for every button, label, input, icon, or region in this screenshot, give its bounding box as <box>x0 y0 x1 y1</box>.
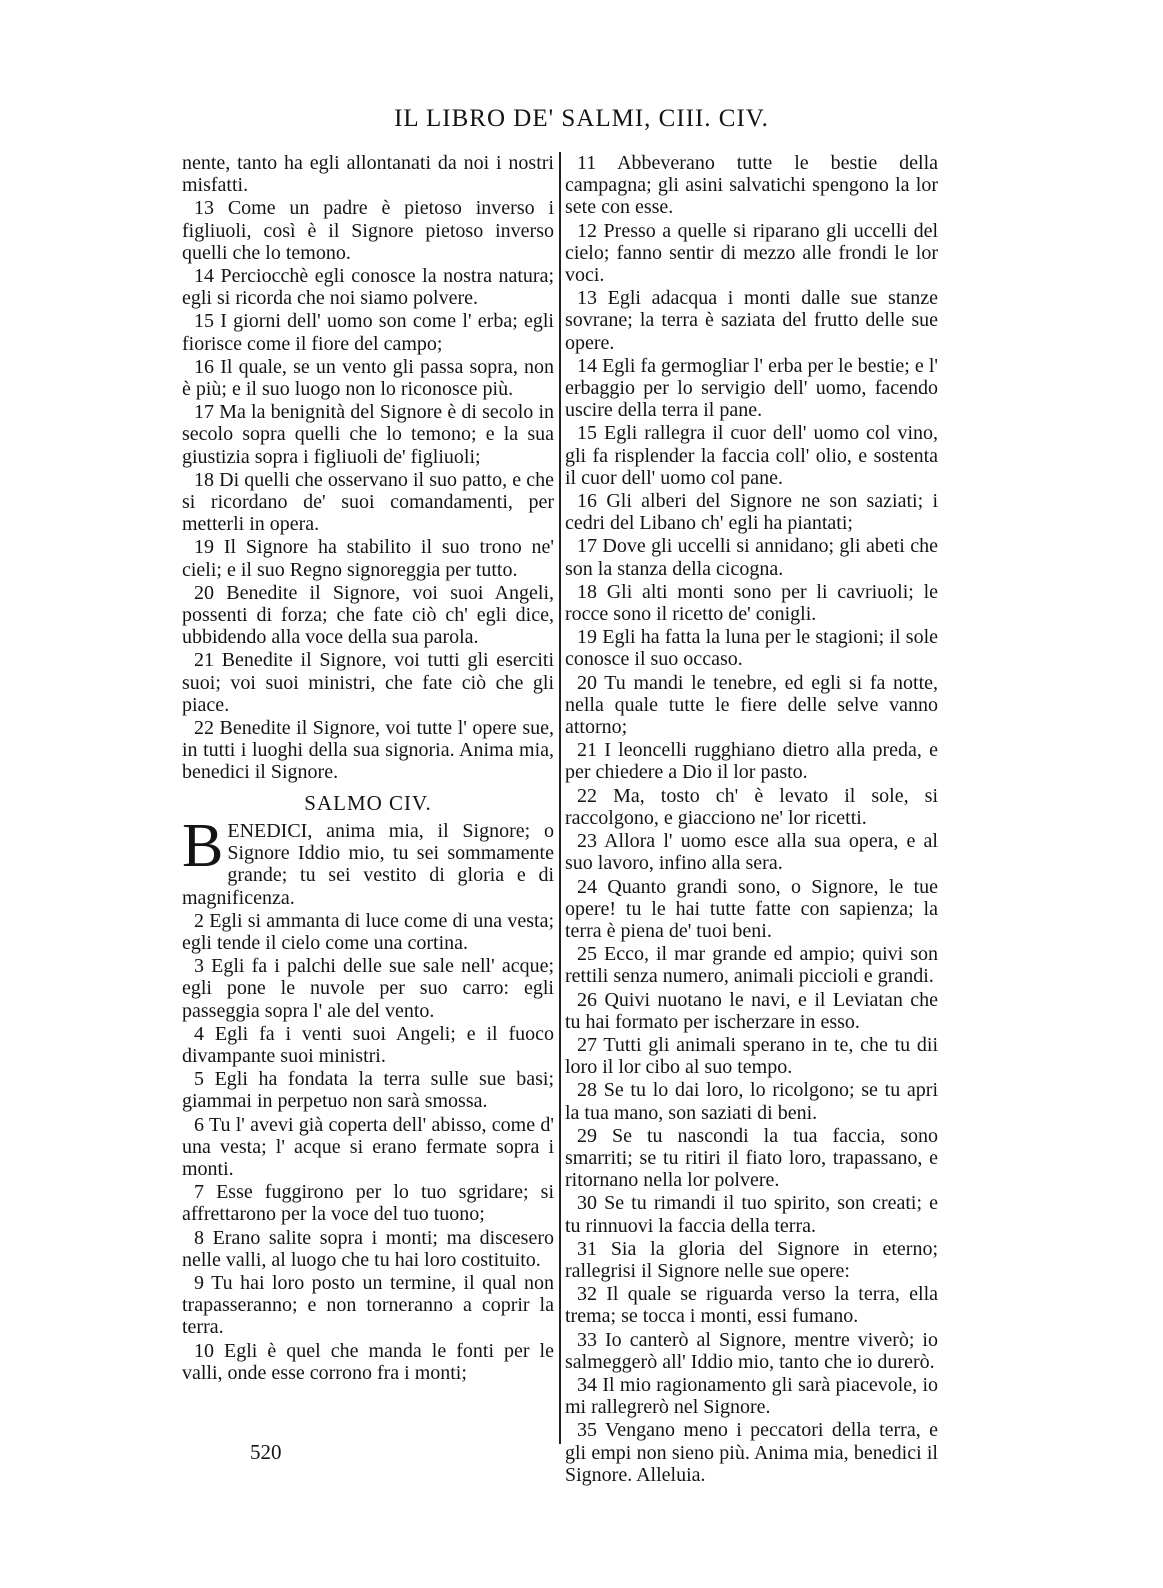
verse-number: 34 <box>577 1373 597 1396</box>
verse-text: Egli fa i venti suoi Angeli; e il fuoco divampante suoi ministri. <box>182 1022 555 1067</box>
verse-text: Di quelli che osservano il suo patto, e che si ricordano de' suoi comandamenti, per metterli in opera. <box>182 468 554 536</box>
verse-paragraph <box>565 1283 938 1327</box>
verse-number: 21 <box>577 739 597 762</box>
verse-text: Quanto grandi sono, o Signore, le tue opere! tu le hai tutte fatte con sapienza; la terra è piena de' tuoi beni. <box>565 875 938 942</box>
verse-paragraph <box>565 1238 938 1282</box>
verse-text: Abbeverano tutte le bestie della campagna; gli asini salvatichi spengono la lor sete con esse. <box>565 152 939 219</box>
verse-number: 19 <box>577 626 597 649</box>
verse-text: Esse fuggirono per lo tuo sgridare; si affrettarono per la voce del tuo tuono; <box>182 1181 555 1226</box>
verse-number: 22 <box>577 784 597 807</box>
verse-number: 28 <box>577 1079 597 1102</box>
verse-number: 11 <box>577 152 597 174</box>
verse-text: Tu hai loro posto un termine, il qual non trapasseranno; e non torneranno a coprir la terra. <box>182 1271 554 1339</box>
column-divider <box>559 152 561 1444</box>
verse-paragraph <box>182 1114 554 1181</box>
verse-number: 16 <box>194 355 214 378</box>
verse-number: 29 <box>577 1124 597 1147</box>
verse-paragraph <box>565 422 938 489</box>
verse-text: Sia la gloria del Signore in eterno; rallegrisi il Signore nelle sue opere: <box>565 1237 939 1282</box>
verse-number: 23 <box>577 830 597 853</box>
verse-paragraph <box>182 1023 554 1067</box>
verse-number: 13 <box>194 197 214 220</box>
verse-text: Il mio ragionamento gli sarà piacevole, io mi rallegrerò nel Signore. <box>565 1373 939 1419</box>
verse-paragraph <box>182 401 554 468</box>
verse-paragraph <box>565 287 938 354</box>
left-bottom-verses <box>182 910 554 1384</box>
verse-paragraph <box>565 1419 938 1486</box>
verse-text: Ma, tosto ch' è levato il sole, si raccolgono, e giacciono ne' lor ricetti. <box>565 784 939 829</box>
verse-number: 10 <box>194 1339 214 1362</box>
verse-paragraph <box>182 1272 554 1339</box>
section-title: SALMO CIV. <box>304 790 432 815</box>
verse-number: 5 <box>194 1068 204 1091</box>
verse-text: Vengano meno i peccatori della terra, e gli empi non sieno più. Anima mia, benedici il Signore. Alleluia. <box>565 1419 938 1486</box>
verse-paragraph <box>182 910 554 954</box>
verse-number: 14 <box>577 354 597 377</box>
verse-text: Il quale se riguarda verso la terra, ella trema; se tocca i monti, essi fumano. <box>565 1283 939 1328</box>
verse-text: Egli si ammanta di luce come di una vesta; egli tende il cielo come una cortina. <box>182 909 555 954</box>
verse-paragraph <box>182 1227 554 1271</box>
verse-number: 20 <box>577 671 597 694</box>
verse-number: 32 <box>577 1283 597 1306</box>
page-title: IL LIBRO DE' SALMI, CIII. CIV. <box>394 105 769 132</box>
verse-number: 31 <box>577 1237 597 1260</box>
verse-number: 17 <box>194 401 214 424</box>
verse-number: 27 <box>577 1033 597 1056</box>
verse-text: Se tu lo dai loro, lo ricolgono; se tu apri la tua mano, son saziati di beni. <box>565 1079 938 1124</box>
verse-number: 21 <box>194 649 214 672</box>
verse-paragraph <box>182 152 554 196</box>
verse-paragraph <box>565 581 938 625</box>
verse-number: 14 <box>194 265 214 288</box>
verse-paragraph <box>182 197 554 264</box>
drop-cap: B <box>182 811 224 880</box>
verse-text: Allora l' uomo esce alla sua opera, e al suo lavoro, infino alla sera. <box>565 830 938 875</box>
opening-paragraph <box>182 811 554 909</box>
verse-paragraph <box>565 1034 938 1078</box>
verse-paragraph <box>565 739 938 783</box>
verse-paragraph <box>182 1068 554 1112</box>
verse-number: 22 <box>194 717 214 740</box>
verse-paragraph <box>182 955 554 1022</box>
left-column <box>182 152 554 1385</box>
verse-text: Tu mandi le tenebre, ed egli si fa notte, nella quale tutte le fiere delle selve vanno attorno; <box>565 671 938 739</box>
verse-paragraph <box>565 1125 938 1192</box>
verse-text: Egli ha fatta la luna per le stagioni; il sole conosce il suo occaso. <box>565 626 939 671</box>
verse-paragraph <box>182 469 554 536</box>
verse-paragraph <box>565 626 938 670</box>
verse-paragraph <box>565 152 938 219</box>
left-top-verses <box>182 152 554 784</box>
verse-number: 35 <box>577 1419 597 1442</box>
verse-number: 6 <box>194 1113 204 1136</box>
verse-paragraph <box>565 1329 938 1373</box>
verse-paragraph <box>565 535 938 579</box>
verse-paragraph <box>565 1079 938 1123</box>
verse-text: Presso a quelle si riparano gli uccelli del cielo; fanno sentir di mezzo alle frondi le lor voci. <box>565 219 938 287</box>
verse-text: Gli alberi del Signore ne son saziati; i cedri del Libano ch' egli ha piantati; <box>565 490 939 535</box>
verse-text: nente, tanto ha egli allontanati da noi i nostri misfatti. <box>182 152 554 197</box>
verse-number: 17 <box>577 535 597 558</box>
verse-text: Egli ha fondata la terra sulle sue basi; giammai in perpetuo non sarà smossa. <box>182 1068 555 1113</box>
verse-number: 4 <box>194 1022 204 1045</box>
verse-text: Il quale, se un vento gli passa sopra, non è più; e il suo luogo non lo riconosce più. <box>182 355 555 401</box>
verse-paragraph <box>182 717 554 784</box>
verse-text: Dove gli uccelli si annidano; gli abeti che son la stanza della cicogna. <box>565 535 938 580</box>
opening-text: ENEDICI, anima mia, il Signore; o Signore Iddio mio, tu sei sommamente grande; tu sei vestito di gloria e di magnificenza. <box>182 819 554 909</box>
verse-number: 26 <box>577 988 597 1011</box>
verse-paragraph <box>565 830 938 874</box>
verse-number: 20 <box>194 581 214 604</box>
verse-paragraph <box>182 1181 554 1225</box>
verse-text: I giorni dell' uomo son come l' erba; egli fiorisce come il fiore del campo; <box>182 310 554 355</box>
verse-number: 2 <box>194 909 204 932</box>
verse-number: 7 <box>194 1181 204 1204</box>
verse-paragraph <box>565 876 938 943</box>
verse-text: Se tu rimandi il tuo spirito, son creati; e tu rinnuovi la faccia della terra. <box>565 1192 938 1237</box>
verse-paragraph <box>182 356 554 400</box>
verse-paragraph <box>182 582 554 649</box>
verse-text: Se tu nascondi la tua faccia, sono smarriti; se tu ritiri il fiato loro, trapassano, e ritornano nella lor polvere. <box>565 1124 938 1192</box>
verse-text: Egli fa i palchi delle sue sale nell' acque; egli pone le nuvole per suo carro: egli passeggia sopra l' ale del vento. <box>182 955 555 1022</box>
verse-number: 9 <box>194 1271 204 1294</box>
verse-paragraph <box>565 1192 938 1236</box>
verse-number: 3 <box>194 955 204 978</box>
verse-text: Ma la benignità del Signore è di secolo in secolo sopra quelli che lo temono; e la sua giustizia sopra i figliuoli de' figliuoli; <box>182 401 554 468</box>
verse-text: Perciocchè egli conosce la nostra natura; egli si ricorda che noi siamo polvere. <box>182 265 555 310</box>
verse-text: Tutti gli animali sperano in te, che tu dii loro il lor cibo al suo tempo. <box>565 1033 938 1079</box>
verse-paragraph <box>565 672 938 739</box>
verse-paragraph <box>182 1340 554 1384</box>
verse-number: 13 <box>577 287 597 310</box>
verse-number: 15 <box>194 310 214 333</box>
verse-text: Tu l' avevi già coperta dell' abisso, come d' una vesta; l' acque si erano fermate sopra i monti. <box>182 1113 555 1180</box>
verse-text: Benedite il Signore, voi suoi Angeli, possenti di forza; che fate ciò ch' egli dice, ubbidendo alla voce della sua parola. <box>182 581 555 649</box>
verse-text: I leoncelli rugghiano dietro alla preda, e per chiedere a Dio il lor pasto. <box>565 739 939 784</box>
verse-number: 15 <box>577 422 597 445</box>
page-number: 520 <box>250 1440 282 1464</box>
verse-number: 18 <box>194 468 214 491</box>
verse-number: 33 <box>577 1328 597 1351</box>
verse-paragraph <box>182 649 554 716</box>
verse-text: Egli adacqua i monti dalle sue stanze sovrane; la terra è saziata del frutto delle sue opere. <box>565 287 939 354</box>
verse-text: Il Signore ha stabilito il suo trono ne' cieli; e il suo Regno signoreggia per tutto. <box>182 536 555 581</box>
verse-paragraph <box>565 989 938 1033</box>
verse-paragraph <box>565 220 938 287</box>
verse-paragraph <box>182 310 554 354</box>
right-column <box>565 152 938 1487</box>
verse-paragraph <box>565 355 938 422</box>
verse-number: 18 <box>577 580 597 603</box>
verse-text: Io canterò al Signore, mentre viverò; io salmeggerò all' Iddio mio, tanto che io durerò. <box>565 1328 938 1373</box>
verse-text: Egli rallegra il cuor dell' uomo col vino, gli fa risplender la faccia coll' olio, e sostenta il cuor dell' uomo col pane. <box>565 422 939 489</box>
verse-text: Come un padre è pietoso inverso i figliuoli, così è il Signore pietoso inverso quelli che lo temono. <box>182 197 555 264</box>
verse-number: 24 <box>577 875 597 898</box>
verse-text: Gli alti monti sono per li cavriuoli; le rocce sono il ricetto de' conigli. <box>565 580 939 626</box>
verse-paragraph <box>565 490 938 534</box>
verse-text: Benedite il Signore, voi tutti gli eserciti suoi; voi suoi ministri, che fate ciò che gli piace. <box>182 649 555 716</box>
verse-paragraph <box>565 943 938 987</box>
verse-text: Erano salite sopra i monti; ma discesero nelle valli, al luogo che tu hai loro costituito. <box>182 1226 555 1271</box>
verse-number: 25 <box>577 943 597 966</box>
verse-text: Benedite il Signore, voi tutte l' opere sue, in tutti i luoghi della sua signoria. Anima mia, benedici il Signore. <box>182 717 554 784</box>
verse-text: Egli fa germogliar l' erba per le bestie; e l' erbaggio per lo servigio dell' uomo, facendo uscire della terra il pane. <box>565 354 938 422</box>
verse-text: Egli è quel che manda le fonti per le valli, onde esse corrono fra i monti; <box>182 1339 554 1384</box>
verse-paragraph <box>565 785 938 829</box>
verse-paragraph <box>182 536 554 580</box>
verse-text: Ecco, il mar grande ed ampio; quivi son rettili senza numero, animali piccioli e grandi. <box>565 943 938 988</box>
verse-number: 12 <box>577 219 597 242</box>
verse-number: 19 <box>194 536 214 559</box>
verse-number: 30 <box>577 1192 597 1215</box>
verse-number: 16 <box>577 490 597 513</box>
verse-paragraph <box>182 265 554 309</box>
verse-text: Quivi nuotano le navi, e il Leviatan che tu hai formato per ischerzare in esso. <box>565 988 939 1033</box>
verse-paragraph <box>565 1374 938 1418</box>
verse-number: 8 <box>194 1226 204 1249</box>
